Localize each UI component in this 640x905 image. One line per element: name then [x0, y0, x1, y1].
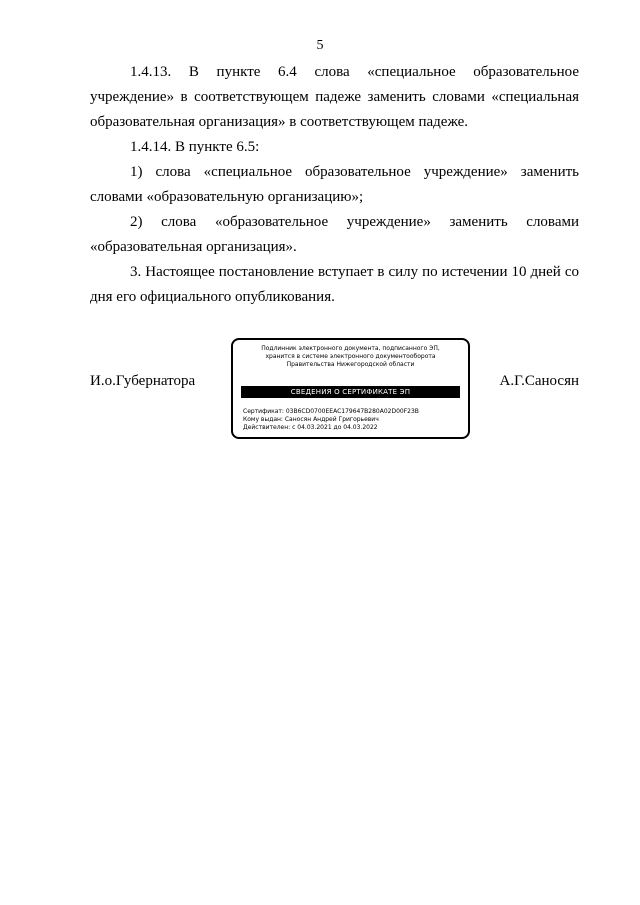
stamp-title-bar: СВЕДЕНИЯ О СЕРТИФИКАТЕ ЭП: [241, 386, 460, 398]
certificate-validity: Действителен: с 04.03.2021 до 04.03.2022: [243, 424, 378, 431]
page-number: 5: [316, 38, 324, 53]
stamp-intro: [241, 345, 460, 369]
document-body: [90, 60, 579, 310]
signatory-position: И.о.Губернатора: [90, 373, 196, 389]
electronic-signature-stamp: [231, 338, 470, 439]
certificate-number: Сертификат: 03B6CD0700EEAC179647B280A02D00F23B: [243, 408, 419, 415]
paragraph-item-1: 1) слова «специальное образовательное учреждение» заменить словами «образовательную организацию»;: [90, 164, 579, 205]
stamp-details: [243, 408, 460, 432]
stamp-intro-line: хранится в системе электронного документооборота: [265, 353, 436, 360]
stamp-intro-line: Правительства Нижегородской области: [286, 361, 415, 368]
stamp-intro-line: Подлинник электронного документа, подписанного ЭП,: [261, 345, 440, 352]
certificate-owner: Кому выдан: Саносян Андрей Григорьевич: [243, 416, 379, 423]
paragraph-1-4-13: 1.4.13. В пункте 6.4 слова «специальное образовательное учреждение» в соответствующем падеже заменить словами «специальная образовательная организация» в соответствующем падеже.: [90, 64, 579, 130]
paragraph-item-2: 2) слова «образовательное учреждение» заменить словами «образовательная организация».: [90, 214, 579, 255]
paragraph-3-effective-date: 3. Настоящее постановление вступает в силу по истечении 10 дней со дня его официального опубликования.: [90, 264, 579, 305]
paragraph-1-4-14: 1.4.14. В пункте 6.5:: [130, 139, 260, 155]
signatory-name: А.Г.Саносян: [499, 373, 579, 389]
